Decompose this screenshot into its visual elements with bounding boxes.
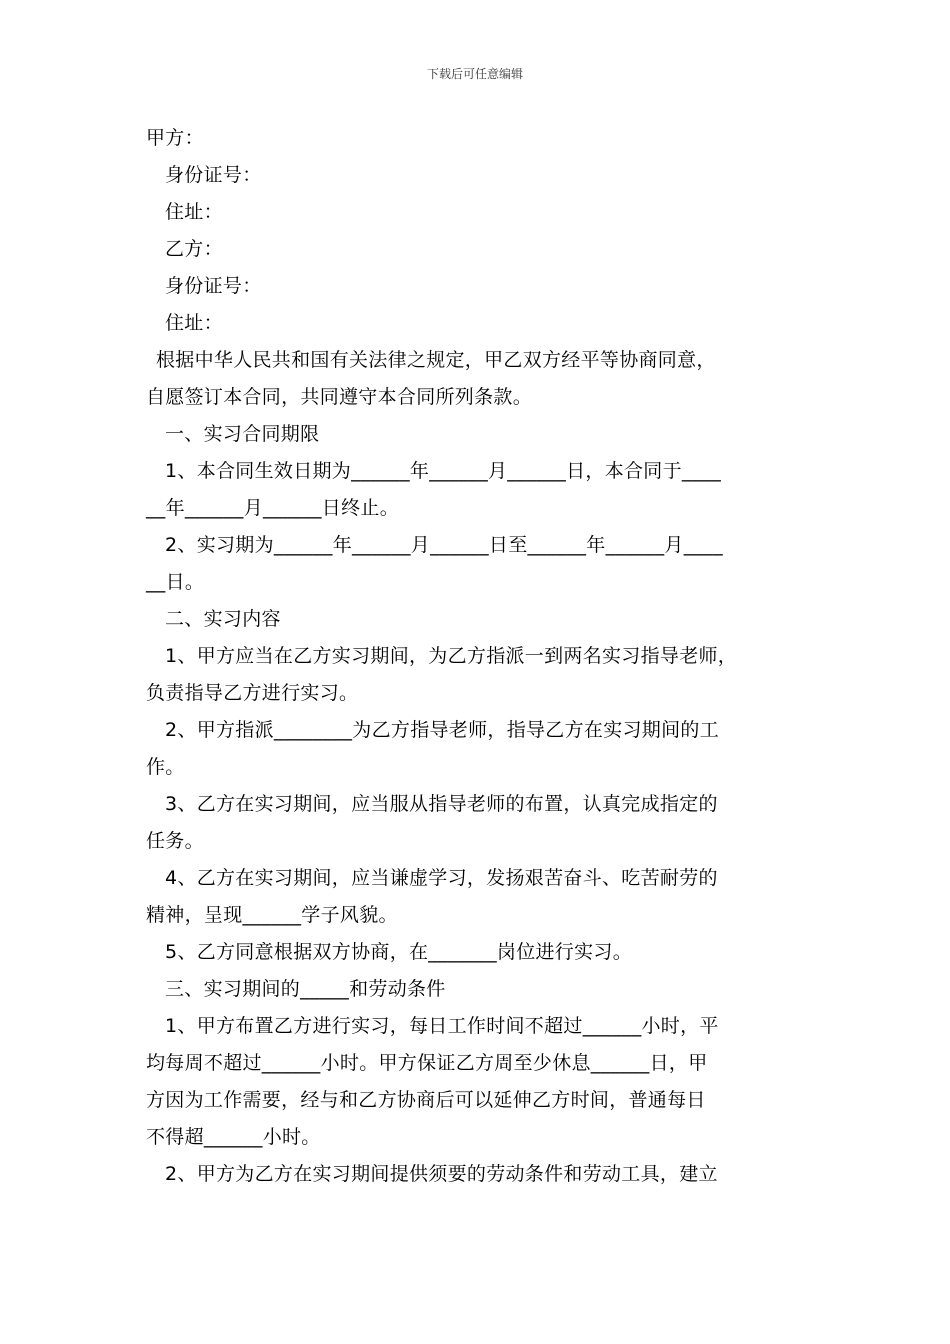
clause-line: 方因为工作需要，经与和乙方协商后可以延伸乙方时间，普通每日 (146, 1089, 706, 1111)
clause-line: __日。 (146, 571, 205, 593)
header-note: 下载后可任意编辑 (426, 67, 523, 81)
clause-line: 5、乙方同意根据双方协商，在_______岗位进行实习。 (165, 941, 632, 963)
clause-line: 2、实习期为______年______月______日至______年______月____ (165, 534, 723, 556)
preamble-line: 自愿签订本合同，共同遵守本合同所列条款。 (146, 386, 533, 408)
clause-line: 作。 (146, 756, 185, 778)
party-b-label: 乙方： (165, 238, 223, 260)
clause-line: __年______月______日终止。 (146, 497, 400, 519)
party-a-address-label: 住址： (165, 201, 223, 223)
party-a-id-label: 身份证号： (165, 164, 262, 186)
section-heading: 三、实习期间的_____和劳动条件 (165, 978, 446, 1000)
clause-line: 均每周不超过______小时。甲方保证乙方周至少休息______日，甲 (146, 1052, 708, 1074)
party-a-label: 甲方： (146, 127, 204, 149)
clause-line: 3、乙方在实习期间，应当服从指导老师的布置，认真完成指定的 (165, 793, 718, 815)
party-b-address-label: 住址： (165, 312, 223, 334)
clause-line: 精神，呈现______学子风貌。 (146, 904, 398, 926)
clause-line: 负责指导乙方进行实习。 (146, 682, 359, 704)
clause-line: 不得超______小时。 (146, 1126, 321, 1148)
clause-line: 1、甲方应当在乙方实习期间，为乙方指派一到两名实习指导老师， (165, 645, 738, 667)
clause-line: 4、乙方在实习期间，应当谦虚学习，发扬艰苦奋斗、吃苦耐劳的 (165, 867, 718, 889)
clause-line: 1、甲方布置乙方进行实习，每日工作时间不超过______小时，平 (165, 1015, 719, 1037)
section-heading: 二、实习内容 (165, 608, 281, 630)
clause-line: 任务。 (146, 830, 204, 852)
contract-body (146, 120, 806, 1193)
clause-line: 1、本合同生效日期为______年______月______日，本合同于____ (165, 460, 722, 482)
party-b-id-label: 身份证号： (165, 275, 262, 297)
clause-line: 2、甲方指派________为乙方指导老师，指导乙方在实习期间的工 (165, 719, 719, 741)
clause-line: 2、甲方为乙方在实习期间提供须要的劳动条件和劳动工具，建立 (165, 1163, 718, 1185)
preamble-line: 根据中华人民共和国有关法律之规定，甲乙双方经平等协商同意， (156, 349, 716, 371)
section-heading: 一、实习合同期限 (165, 423, 320, 445)
